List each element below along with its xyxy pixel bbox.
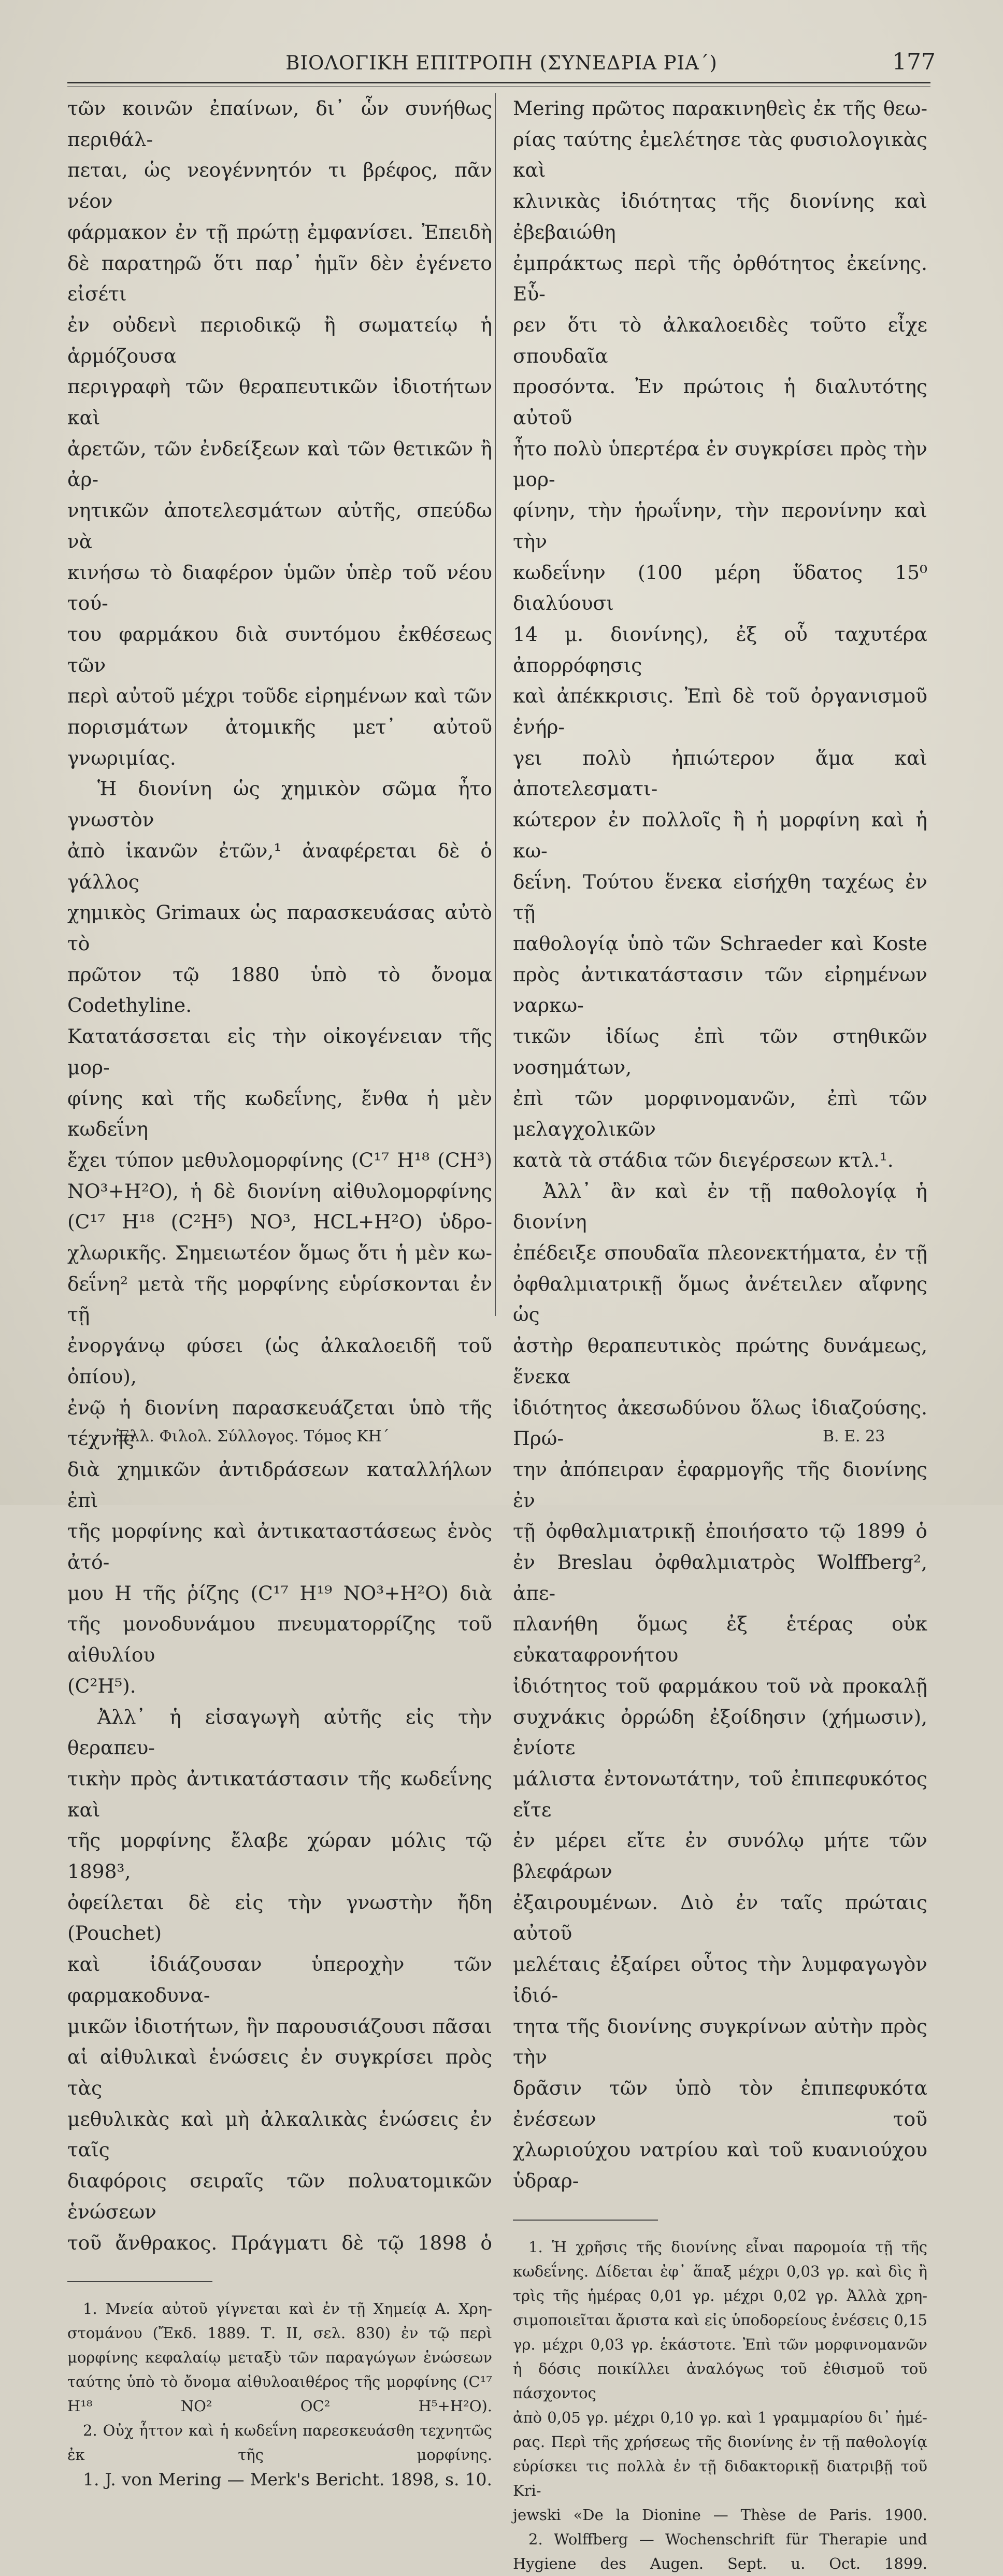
footnote-line: εὑρίσκει τις πολλὰ ἐν τῇ διδακτορικῇ διατριβῇ τοῦ Kri-: [513, 2457, 927, 2499]
text-line: του φαρμάκου διὰ συντόμου ἐκθέσεως τῶν: [67, 622, 492, 677]
footnote-line: ρας. Περὶ τῆς χρήσεως τῆς διονίνης ἐν τῇ παθολογίᾳ: [513, 2432, 927, 2451]
text-line: ἰδιότητος ἀκεσωδύνου ὅλως ἰδιαζούσης. Πρώ-: [513, 1396, 927, 1450]
text-line: κατὰ τὰ στάδια τῶν διεγέρσεων κτλ.¹.: [513, 1148, 894, 1171]
text-line: τῆς μονοδυνάμου πνευματορρίζης τοῦ αἰθυλίου: [67, 1612, 492, 1667]
text-line: ἐν Breslau ὀφθαλμιατρὸς Wolffberg², ἀπε-: [513, 1551, 927, 1605]
footnote-line: 1. Μνεία αὐτοῦ γίγνεται καὶ ἐν τῇ Χημείᾳ Α. Χρη-: [83, 2300, 492, 2318]
text-line: Ἀλλ᾿ ἂν καὶ ἐν τῇ παθολογίᾳ ἡ διονίνη: [513, 1179, 927, 1234]
text-line: ἦτο πολὺ ὑπερτέρα ἐν συγκρίσει πρὸς τὴν μορ-: [513, 437, 927, 491]
footnote-line: jewski «De la Dionine — Thèse de Paris. 1900.: [513, 2506, 927, 2524]
text-line: πορισμάτων ἀτομικῆς μετ᾿ αὐτοῦ γνωριμίας.: [67, 715, 492, 769]
footnote-line: ἐκ τῆς μορφίνης.: [67, 2446, 492, 2464]
text-line: την ἀπόπειραν ἐφαρμογῆς τῆς διονίνης ἐν: [513, 1457, 927, 1512]
text-line: φίνην, τὴν ἡρωΐνην, τὴν περονίνην καὶ τὴν: [513, 499, 927, 553]
text-line: δεΐνη² μετὰ τῆς μορφίνης εὑρίσκονται ἐν τῇ: [67, 1272, 492, 1326]
text-line: μάλιστα ἐντονωτάτην, τοῦ ἐπιπεφυκότος εἴτε: [513, 1767, 927, 1821]
text-line: φάρμακον ἐν τῇ πρώτῃ ἐμφανίσει. Ἐπειδὴ: [67, 220, 492, 244]
column-divider: [495, 93, 496, 1316]
footnote-line: H¹⁸ NO² OC² H⁵+H²O).: [67, 2397, 492, 2415]
text-line: ἐνῷ ἡ διονίνη παρασκευάζεται ὑπὸ τῆς τέχνης: [67, 1396, 492, 1450]
page-number: 177: [892, 49, 936, 75]
text-line: 14 μ. διονίνης), ἐξ οὗ ταχυτέρα ἀπορρόφησις: [513, 622, 927, 677]
text-line: ἰδιότητος τοῦ φαρμάκου τοῦ νὰ προκαλῇ: [513, 1674, 927, 1697]
text-line: μελέταις ἐξαίρει οὗτος τὴν λυμφαγωγὸν ἰδιό-: [513, 1953, 927, 2007]
text-line: (C¹⁷ H¹⁸ (C²H⁵) NO³, HCL+H²O) ὑδρο-: [67, 1210, 492, 1234]
text-line: καὶ ἀπέκκρισις. Ἐπὶ δὲ τοῦ ὀργανισμοῦ ἐνήρ-: [513, 684, 927, 739]
text-line: χημικὸς Grimaux ὡς παρασκευάσας αὐτὸ τὸ: [67, 901, 492, 955]
text-line: τῇ ὀφθαλμιατρικῇ ἐποιήσατο τῷ 1899 ὁ: [513, 1520, 927, 1543]
footnote-line: στομάνου (Ἔκδ. 1889. Τ. ΙΙ, σελ. 830) ἐν τῷ περὶ: [67, 2324, 492, 2342]
text-line: Mering πρῶτος παρακινηθεὶς ἐκ τῆς θεω-: [513, 97, 927, 120]
text-line: τικὴν πρὸς ἀντικατάστασιν τῆς κωδεΐνης καὶ: [67, 1767, 492, 1821]
text-line: κώτερον ἐν πολλοῖς ἢ ἡ μορφίνη καὶ ἡ κω-: [513, 808, 927, 862]
text-line: καὶ ἰδιάζουσαν ὑπεροχὴν τῶν φαρμακοδυνα-: [67, 1953, 492, 2007]
footnote-line: ἀπὸ 0,05 γρ. μέχρι 0,10 γρ. καὶ 1 γραμμαρίου δι᾿ ἡμέ-: [513, 2408, 927, 2426]
text-line: χλωριούχου νατρίου καὶ τοῦ κυανιούχου ὑδραρ-: [513, 2138, 927, 2193]
footer-signature: Β. Ε. 23: [823, 1427, 885, 1446]
text-line: ἐπέδειξε σπουδαῖα πλεονεκτήματα, ἐν τῇ: [513, 1241, 927, 1265]
footnote-rule: [67, 2281, 212, 2282]
text-line: ἐξαιρουμένων. Διὸ ἐν ταῖς πρώταις αὐτοῦ: [513, 1891, 927, 1945]
footnote-line: σιμοποιεῖται ἄριστα καὶ εἰς ὑποδορείους ἐνέσεις 0,15: [513, 2311, 927, 2329]
text-line: NO³+H²O), ἡ δὲ διονίνη αἰθυλομορφίνης: [67, 1179, 492, 1203]
text-line: Κατατάσσεται εἰς τὴν οἰκογένειαν τῆς μορ-: [67, 1025, 492, 1079]
text-line: μεθυλικὰς καὶ μὴ ἀλκαλικὰς ἑνώσεις ἐν ταῖς: [67, 2107, 492, 2162]
footnote-line: 2. Wolffberg — Wochenschrift für Therapie und: [528, 2530, 927, 2548]
footnote-line: 2. Οὐχ ἧττον καὶ ἡ κωδεΐνη παρεσκευάσθη τεχνητῶς: [83, 2422, 492, 2440]
text-line: κλινικὰς ἰδιότητας τῆς διονίνης καὶ ἐβεβαιώθη: [513, 190, 927, 244]
footnote-line: μορφίνης κεφαλαίῳ μεταξὺ τῶν παραγώγων ἑνώσεων: [67, 2349, 492, 2367]
text-line: διὰ χημικῶν ἀντιδράσεων καταλλήλων ἐπὶ: [67, 1457, 492, 1512]
text-line: μικῶν ἰδιοτήτων, ἣν παρουσιάζουσι πᾶσαι: [67, 2014, 492, 2038]
text-line: δρᾶσιν τῶν ὑπὸ τὸν ἐπιπεφυκότα ἐνέσεων τοῦ: [513, 2077, 927, 2130]
footnote-line: ταύτης ὑπὸ τὸ ὄνομα αἰθυλοαιθέρος τῆς μορφίνης (C¹⁷: [67, 2373, 492, 2391]
text-line: πρὸς ἀντικατάστασιν τῶν εἰρημένων ναρκω-: [513, 963, 927, 1017]
left-footnotes: [67, 2297, 492, 2492]
text-line: χλωρικῆς. Σημειωτέον ὅμως ὅτι ἡ μὲν κω-: [67, 1241, 492, 1265]
text-line: περιγραφὴ τῶν θεραπευτικῶν ἰδιοτήτων καὶ: [67, 375, 492, 430]
text-line: Ἡ διονίνη ὡς χημικὸν σῶμα ἦτο γνωστὸν: [67, 777, 492, 832]
text-line: δεΐνη. Τούτου ἕνεκα εἰσήχθη ταχέως ἐν τῇ: [513, 870, 927, 924]
footnote-line: γρ. μέχρι 0,03 γρ. ἑκάστοτε. Ἐπὶ τῶν μορφινομανῶν: [513, 2335, 927, 2353]
text-line: ἀπὸ ἱκανῶν ἐτῶν,¹ ἀναφέρεται δὲ ὁ γάλλος: [67, 839, 492, 893]
right-footnotes: [513, 2235, 927, 2576]
text-line: μου H τῆς ῥίζης (C¹⁷ H¹⁹ NO³+H²O) διὰ: [67, 1581, 492, 1605]
text-line: τοῦ ἄνθρακος. Πράγματι δὲ τῷ 1898 ὁ: [67, 2231, 492, 2254]
text-line: ὀφείλεται δὲ εἰς τὴν γνωστὴν ἤδη (Pouchet): [67, 1891, 492, 1945]
right-column: [513, 93, 927, 2576]
text-line: φίνης καὶ τῆς κωδεΐνης, ἔνθα ἡ μὲν κωδεΐνη: [67, 1086, 492, 1141]
text-line: νητικῶν ἀποτελεσμάτων αὐτῆς, σπεύδω νὰ: [67, 499, 492, 553]
header-rule: [67, 82, 930, 83]
text-line: περὶ αὐτοῦ μέχρι τοῦδε εἰρημένων καὶ τῶν: [67, 684, 492, 708]
text-line: κωδεΐνην (100 μέρη ὕδατος 15⁰ διαλύουσι: [513, 561, 927, 615]
text-line: τῆς μορφίνης ἔλαβε χώραν μόλις τῷ 1898³,: [67, 1829, 492, 1883]
text-line: δὲ παρατηρῶ ὅτι παρ᾿ ἡμῖν δὲν ἐγένετο εἰσέτι: [67, 251, 492, 306]
text-line: παθολογίᾳ ὑπὸ τῶν Schraeder καὶ Koste: [513, 932, 927, 955]
text-line: ρίας ταύτης ἐμελέτησε τὰς φυσιολογικὰς καὶ: [513, 127, 927, 182]
footnote-line: κωδεΐνης. Δίδεται ἐφ᾿ ἅπαξ μέχρι 0,03 γρ. καὶ δὶς ἢ: [513, 2262, 927, 2280]
text-line: πρῶτον τῷ 1880 ὑπὸ τὸ ὄνομα Codethyline.: [67, 963, 492, 1017]
running-head: [67, 48, 936, 79]
text-line: ὀφθαλμιατρικῇ ὅμως ἀνέτειλεν αἴφνης ὡς: [513, 1272, 927, 1326]
text-line: ἐν οὐδενὶ περιοδικῷ ἢ σωματείῳ ἡ ἁρμόζουσα: [67, 313, 492, 367]
text-line: διαφόροις σειραῖς τῶν πολυατομικῶν ἑνώσεων: [67, 2169, 492, 2223]
text-line: πεται, ὡς νεογέννητόν τι βρέφος, πᾶν νέον: [67, 159, 492, 213]
text-line: προσόντα. Ἐν πρώτοις ἡ διαλυτότης αὐτοῦ: [513, 375, 927, 430]
footnote-line: 1. J. von Mering — Merk's Bericht. 1898, s. 10.: [83, 2469, 492, 2490]
text-line: κινήσω τὸ διαφέρον ὑμῶν ὑπὲρ τοῦ νέου τού-: [67, 561, 492, 615]
running-head-title: ΒΙΟΛΟΓΙΚΗ ΕΠΙΤΡΟΠΗ (ΣΥΝΕΔΡΙΑ ΡΙΑ΄): [285, 52, 718, 74]
text-line: ἐπὶ τῶν μορφινομανῶν, ἐπὶ τῶν μελαγχολικῶν: [513, 1086, 927, 1141]
header-rule-thin: [67, 86, 930, 87]
text-line: πλανήθη ὅμως ἐξ ἑτέρας οὐκ εὐκαταφρονήτου: [513, 1612, 927, 1667]
footnote-rule: [513, 2220, 658, 2221]
text-line: αἱ αἰθυλικαὶ ἑνώσεις ἐν συγκρίσει πρὸς τὰς: [67, 2045, 492, 2099]
text-line: Ἀλλ᾿ ἡ εἰσαγωγὴ αὐτῆς εἰς τὴν θεραπευ-: [67, 1705, 492, 1759]
text-line: τῶν κοινῶν ἐπαίνων, δι᾿ ὧν συνήθως περιθάλ-: [67, 97, 492, 151]
text-line: (C²H⁵).: [67, 1674, 136, 1697]
text-line: τικῶν ἰδίως ἐπὶ τῶν στηθικῶν νοσημάτων,: [513, 1025, 927, 1079]
text-line: τητα τῆς διονίνης συγκρίνων αὐτὴν πρὸς τὴν: [513, 2014, 927, 2069]
text-line: συχνάκις ὀρρώδη ἐξοίδησιν (χήμωσιν), ἐνίοτε: [513, 1705, 927, 1759]
footer-society: Ἑλλ. Φιλολ. Σύλλογος. Τόμος ΚΗ΄: [117, 1427, 390, 1446]
text-line: ἐνοργάνῳ φύσει (ὡς ἀλκαλοειδῆ τοῦ ὀπίου),: [67, 1334, 492, 1388]
text-line: ἐμπράκτως περὶ τῆς ὀρθότητος ἐκείνης. Εὗ-: [513, 251, 927, 306]
text-line: τῆς μορφίνης καὶ ἀντικαταστάσεως ἑνὸς ἀτό-: [67, 1520, 492, 1574]
text-line: ἐν μέρει εἴτε ἐν συνόλῳ μήτε τῶν βλεφάρων: [513, 1829, 927, 1883]
footnote-line: 1. Ἡ χρῆσις τῆς διονίνης εἶναι παρομοία τῇ τῆς: [528, 2238, 927, 2256]
text-line: ἀστὴρ θεραπευτικὸς πρώτης δυνάμεως, ἕνεκα: [513, 1334, 927, 1388]
text-line: γει πολὺ ἠπιώτερον ἅμα καὶ ἀποτελεσματι-: [513, 746, 927, 800]
text-line: ἀρετῶν, τῶν ἐνδείξεων καὶ τῶν θετικῶν ἢ ἀρ-: [67, 437, 492, 491]
text-line: ἔχει τύπον μεθυλομορφίνης (C¹⁷ H¹⁸ (CH³): [67, 1148, 492, 1171]
footnote-line: τρὶς τῆς ἡμέρας 0,01 γρ. μέχρι 0,02 γρ. Ἀλλὰ χρη-: [513, 2286, 927, 2305]
left-column: [67, 93, 492, 2492]
footnote-line: ἡ δόσις ποικίλλει ἀναλόγως τοῦ ἐθισμοῦ τοῦ πάσχοντος: [513, 2359, 927, 2402]
footnote-line: Hygiene des Augen. Sept. u. Oct. 1899.: [513, 2554, 927, 2572]
text-line: ρεν ὅτι τὸ ἀλκαλοειδὲς τοῦτο εἶχε σπουδαῖα: [513, 313, 927, 367]
